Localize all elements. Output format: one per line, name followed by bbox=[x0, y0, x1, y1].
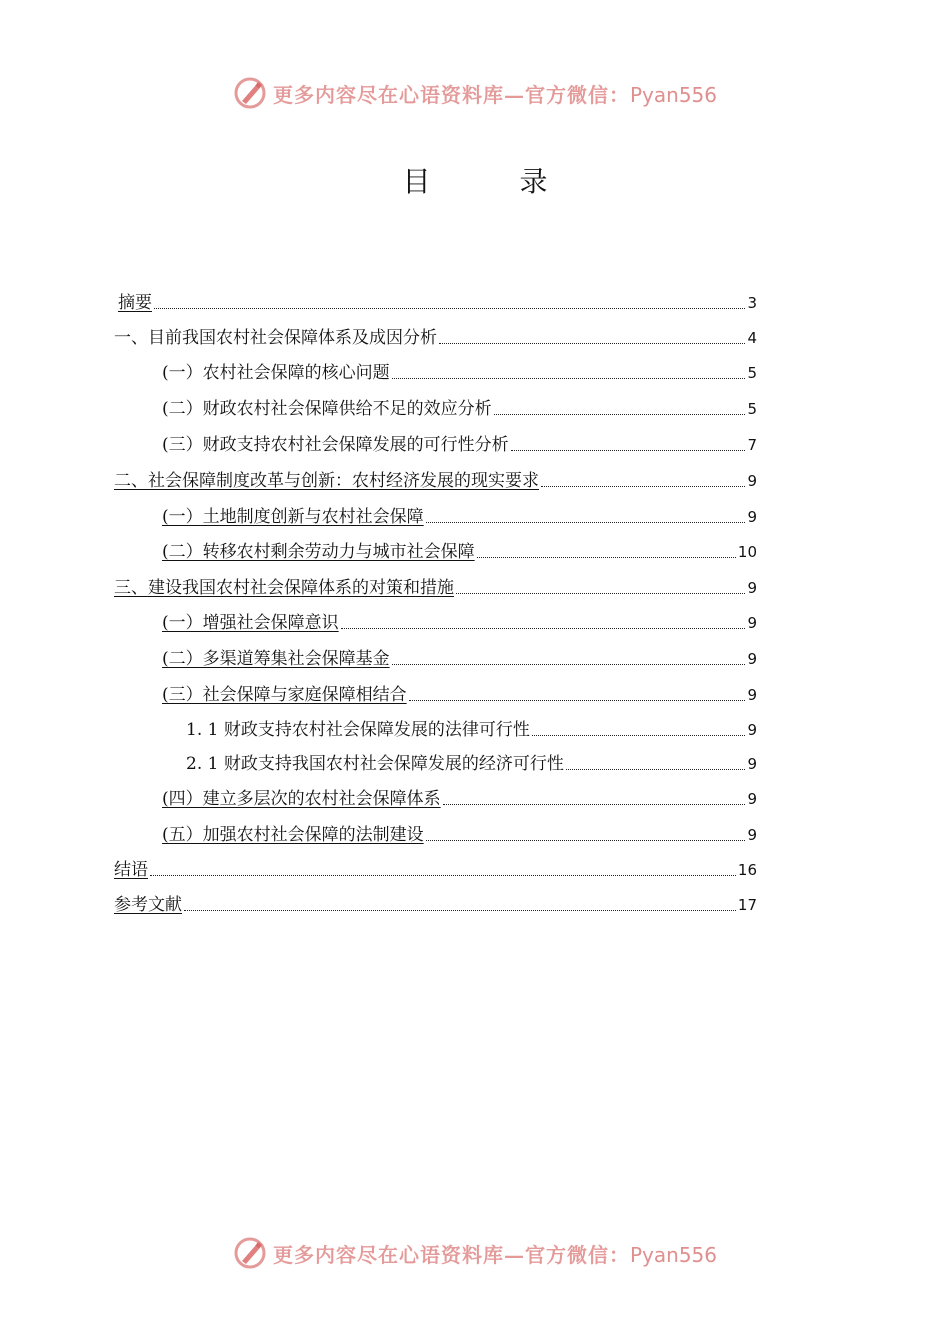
toc-leader bbox=[456, 593, 745, 594]
toc-entry[interactable] bbox=[162, 430, 757, 456]
toc-entry[interactable] bbox=[186, 715, 757, 741]
toc-entry[interactable] bbox=[162, 608, 757, 634]
toc-entry-label: 1. 1 财政支持农村社会保障发展的法律可行性 bbox=[186, 720, 530, 740]
pen-logo-icon bbox=[233, 1236, 267, 1270]
toc-entry-label: 摘要 bbox=[118, 293, 152, 313]
toc-entry-label: (五）加强农村社会保障的法制建设 bbox=[162, 825, 424, 845]
toc-entry-label: (一）土地制度创新与农村社会保障 bbox=[162, 507, 424, 527]
pen-logo-icon bbox=[233, 76, 267, 110]
toc-entry-page: 9 bbox=[747, 614, 757, 632]
toc-leader bbox=[494, 414, 746, 415]
toc-entry-page: 5 bbox=[747, 364, 757, 382]
toc-leader bbox=[439, 343, 745, 344]
toc-entry[interactable] bbox=[118, 288, 757, 314]
toc-entry-page: 9 bbox=[747, 755, 757, 773]
page-title: 目 录 bbox=[402, 165, 588, 198]
toc-entry-page: 9 bbox=[747, 472, 757, 490]
toc-entry-page: 4 bbox=[747, 329, 757, 347]
toc-leader bbox=[426, 840, 746, 841]
toc-entry-page: 9 bbox=[747, 721, 757, 739]
toc-entry-label: 二、社会保障制度改革与创新：农村经济发展的现实要求 bbox=[114, 471, 539, 491]
toc-leader bbox=[341, 628, 746, 629]
toc-entry-label: 2. 1 财政支持我国农村社会保障发展的经济可行性 bbox=[186, 754, 564, 774]
toc-leader bbox=[150, 875, 736, 876]
toc-leader bbox=[392, 378, 746, 379]
toc-entry[interactable] bbox=[162, 680, 757, 706]
toc-entry-page: 5 bbox=[747, 400, 757, 418]
toc-leader bbox=[532, 735, 746, 736]
toc-entry-page: 7 bbox=[747, 436, 757, 454]
toc-entry[interactable] bbox=[162, 644, 757, 670]
watermark-text: 更多内容尽在心语资料库—官方微信：Pyan556 bbox=[272, 82, 717, 107]
toc-leader bbox=[566, 769, 746, 770]
toc-entry-label: 一、目前我国农村社会保障体系及成因分析 bbox=[114, 328, 437, 348]
toc-entry-label: (一）农村社会保障的核心问题 bbox=[162, 363, 390, 383]
toc-entry-label: (二）财政农村社会保障供给不足的效应分析 bbox=[162, 399, 492, 419]
toc-leader bbox=[154, 308, 745, 309]
toc-entry-label: (三）财政支持农村社会保障发展的可行性分析 bbox=[162, 435, 509, 455]
toc-entry-page: 10 bbox=[737, 543, 757, 561]
toc-entry[interactable] bbox=[114, 466, 757, 492]
toc-leader bbox=[426, 522, 746, 523]
toc-entry[interactable] bbox=[162, 394, 757, 420]
toc-entry[interactable] bbox=[114, 573, 757, 599]
toc-entry-page: 9 bbox=[747, 508, 757, 526]
watermark-banner-bottom bbox=[0, 1233, 950, 1273]
toc-entry[interactable] bbox=[114, 855, 757, 881]
toc-entry-page: 9 bbox=[747, 579, 757, 597]
toc-entry-label: (二）转移农村剩余劳动力与城市社会保障 bbox=[162, 542, 475, 562]
toc-entry[interactable] bbox=[114, 323, 757, 349]
toc-leader bbox=[443, 804, 746, 805]
toc-leader bbox=[541, 486, 745, 487]
toc-entry-label: 结语 bbox=[114, 860, 148, 880]
toc-entry-page: 3 bbox=[747, 294, 757, 312]
toc-entry[interactable] bbox=[162, 820, 757, 846]
toc-entry-label: 三、建设我国农村社会保障体系的对策和措施 bbox=[114, 578, 454, 598]
toc-leader bbox=[477, 557, 736, 558]
toc-entry[interactable] bbox=[162, 502, 757, 528]
toc-entry-page: 9 bbox=[747, 650, 757, 668]
toc-entry-label: (一）增强社会保障意识 bbox=[162, 613, 339, 633]
toc-entry-page: 9 bbox=[747, 826, 757, 844]
toc-entry-label: (四）建立多层次的农村社会保障体系 bbox=[162, 789, 441, 809]
toc-entry-page: 16 bbox=[737, 861, 757, 879]
toc-entry-label: 参考文献 bbox=[114, 895, 182, 915]
toc-entry[interactable] bbox=[162, 537, 757, 563]
toc-entry[interactable] bbox=[186, 749, 757, 775]
toc-leader bbox=[184, 910, 736, 911]
toc-entry[interactable] bbox=[162, 784, 757, 810]
toc-entry[interactable] bbox=[162, 358, 757, 384]
toc-entry-page: 9 bbox=[747, 686, 757, 704]
toc-entry-label: (三）社会保障与家庭保障相结合 bbox=[162, 685, 407, 705]
watermark-banner-top bbox=[0, 73, 950, 113]
toc-entry-page: 9 bbox=[747, 790, 757, 808]
toc-leader bbox=[511, 450, 746, 451]
watermark-text: 更多内容尽在心语资料库—官方微信：Pyan556 bbox=[272, 1242, 717, 1267]
toc-leader bbox=[392, 664, 746, 665]
toc-leader bbox=[409, 700, 746, 701]
toc-entry[interactable] bbox=[114, 890, 757, 916]
toc-entry-page: 17 bbox=[737, 896, 757, 914]
toc-entry-label: (二）多渠道筹集社会保障基金 bbox=[162, 649, 390, 669]
